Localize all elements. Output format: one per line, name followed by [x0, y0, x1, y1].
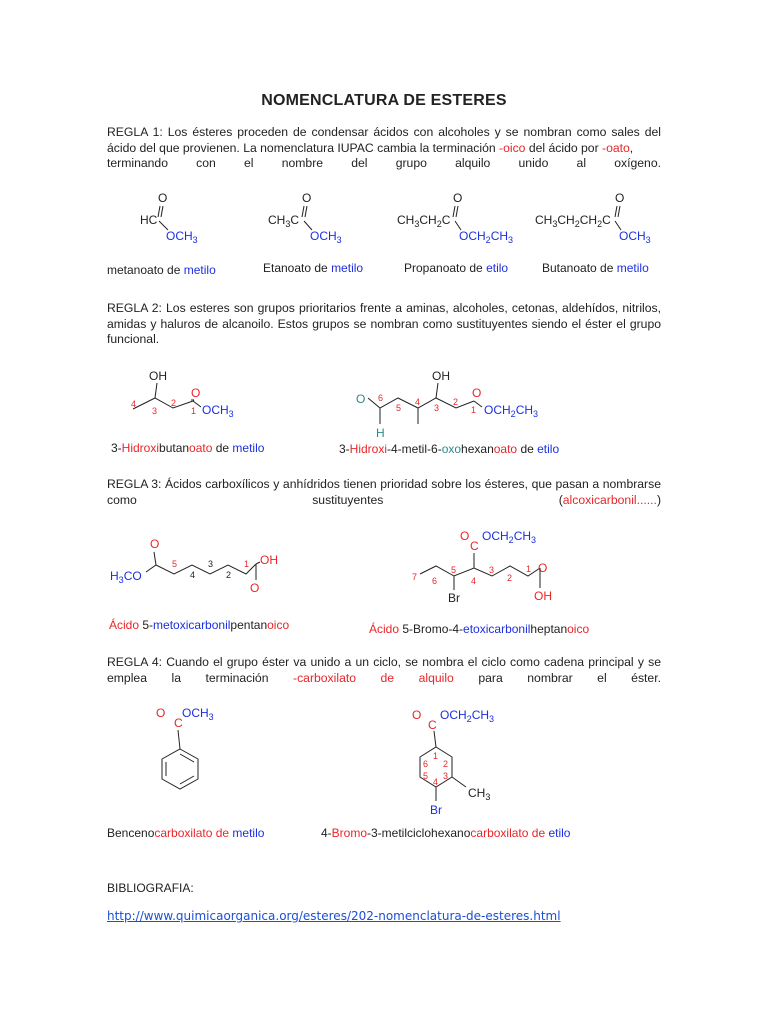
caption-5: 3-Hidroxibutanoato de metilo	[111, 441, 265, 455]
molecule-methyl-benzenecarboxylate	[150, 703, 260, 803]
atom-o: O	[453, 191, 463, 205]
rule-1-text-b: del ácido por	[525, 140, 603, 155]
atom-br: Br	[430, 803, 442, 817]
caption-1: metanoato de metilo	[107, 263, 216, 277]
carbon-number: 7	[412, 572, 418, 582]
carbon-number: 1	[471, 405, 477, 415]
carbon-number: 2	[443, 759, 449, 769]
rule-1-text-d: terminando con el nombre del grupo alquilo unido al oxígeno.	[107, 156, 661, 170]
group-och2ch3: $OCH_2CH_3$	[484, 403, 539, 419]
carbon-number: 3	[489, 565, 495, 575]
group-och3: $OCH_3$	[619, 229, 651, 245]
group-och2ch3: $OCH_2CH_3$	[459, 229, 514, 245]
carbon-number: 2	[226, 570, 232, 580]
atom-o: O	[615, 191, 625, 205]
group-chain: $CH_3CH_2C$	[397, 213, 451, 229]
caption-7: Ácido 5-metoxicarbonilpentanoico	[109, 618, 290, 632]
atom-o2: O	[538, 561, 548, 575]
carbon-number: 5	[396, 403, 402, 413]
molecule-methyl-methanoate	[138, 190, 228, 250]
atom-h: H	[376, 426, 385, 440]
rule-3-text: REGLA 3: Ácidos carboxílicos y anhídridos tienen prioridad sobre los ésteres, que pasan a nombrarse como sustituyentes (	[107, 477, 661, 507]
caption-10: 4-Bromo-3-metilciclohexanocarboxilato de etilo	[321, 826, 571, 840]
rule-3-alcoxicarbonil: alcoxicarbonil......	[562, 492, 657, 507]
carbon-number: 4	[131, 399, 137, 409]
molecule-5-methoxycarbonylpentanoic-acid	[110, 536, 290, 606]
carbon-number: 6	[423, 759, 429, 769]
bibliography-link[interactable]: http://www.quimicaorganica.org/esteres/202-nomenclatura-de-esteres.html	[107, 909, 561, 923]
atom-o2: O	[250, 581, 260, 595]
molecule-ethyl-3-hydroxy-4-methyl-6-oxohexanoate	[356, 366, 566, 441]
carbon-number: 2	[507, 573, 513, 583]
carbon-number: 4	[190, 570, 196, 580]
atom-c: C	[428, 718, 437, 732]
carbon-number: 1	[244, 559, 250, 569]
caption-6: 3-Hidroxi-4-metil-6-oxohexanoato de etilo	[339, 442, 560, 456]
rule-1-oato: -oato	[602, 140, 630, 155]
molecule-5-bromo-4-ethoxycarbonylheptanoic-acid	[410, 526, 590, 616]
rule-1	[107, 125, 661, 172]
atom-o: O	[472, 386, 482, 400]
caption-9: Bencenocarboxilato de metilo	[107, 826, 265, 840]
rule-4-text-b: para nombrar el éster.	[453, 670, 661, 685]
rule-3	[107, 477, 661, 508]
molecule-ethyl-4-bromo-3-methylcyclohexanecarboxylate	[412, 703, 532, 823]
page-title: NOMENCLATURA DE ESTERES	[261, 92, 507, 109]
carbon-number: 3	[443, 771, 449, 781]
carbon-number: 6	[432, 576, 438, 586]
atom-oh: OH	[149, 369, 167, 383]
atom-oh: OH	[260, 553, 278, 567]
group-och3: $OCH_3$	[310, 229, 342, 245]
group-och2ch3: $OCH_2CH_3$	[482, 529, 537, 545]
carbon-number: 2	[171, 398, 177, 408]
group-chain: $CH_3CH_2CH_2C$	[535, 213, 611, 229]
caption-2: Etanoato de metilo	[263, 261, 364, 275]
caption-4: Butanoato de metilo	[542, 261, 649, 275]
rule-4-carboxilato: -carboxilato de alquilo	[293, 670, 454, 685]
molecule-methyl-3-hydroxybutanoate	[125, 366, 265, 436]
group-och3: $OCH_3$	[182, 706, 214, 722]
carbon-number: 6	[378, 393, 384, 403]
carbon-number: 3	[152, 406, 158, 416]
atom-o: O	[460, 529, 470, 543]
atom-o: O	[412, 708, 422, 722]
group-och3: $OCH_3$	[166, 229, 198, 245]
atom-br: Br	[448, 591, 460, 605]
atom-o: O	[302, 191, 312, 205]
carbon-number: 3	[434, 403, 440, 413]
atom-oh: OH	[432, 369, 450, 383]
group-och3: $OCH_3$	[202, 403, 234, 419]
carbon-number: 1	[433, 751, 439, 761]
molecule-methyl-butanoate	[535, 190, 665, 250]
rule-4	[107, 655, 661, 686]
group-h3co: $H_3CO$	[110, 569, 142, 585]
carbon-number: 4	[415, 397, 421, 407]
rule-1-text: REGLA 1: Los ésteres proceden de condensar ácidos con alcoholes y se nombran como sales del ácido del que provienen. La nomenclatura IUPAC cambia la terminación	[107, 125, 661, 155]
bibliography-label: BIBLIOGRAFIA:	[107, 881, 194, 895]
molecule-methyl-ethanoate	[268, 190, 358, 250]
carbon-number: 5	[423, 771, 429, 781]
atom-o: O	[150, 537, 160, 551]
group-ch3c: $CH_3C$	[268, 213, 300, 229]
group-ch3: $CH_3$	[468, 786, 491, 802]
rule-3-text-b: )	[656, 492, 661, 507]
carbon-number: 4	[433, 777, 439, 787]
carbon-number: 4	[471, 576, 477, 586]
caption-8: Ácido 5-Bromo-4-etoxicarbonilheptanoico	[369, 622, 590, 636]
carbon-number: 1	[526, 564, 532, 574]
caption-3: Propanoato de etilo	[404, 261, 509, 275]
molecule-ethyl-propanoate	[397, 190, 527, 250]
rule-2-text: REGLA 2: Los esteres son grupos prioritarios frente a aminas, alcoholes, cetonas, aldehídos, nitrilos, amidas y haluros de alcanoilo. Estos grupos se nombran como sustituyentes siendo el éster el grupo funcional.	[107, 301, 661, 346]
rule-4-text: REGLA 4: Cuando el grupo éster va unido a un ciclo, se nombra el ciclo como cadena principal y se emplea la terminación	[107, 655, 661, 685]
rule-1-text-c: ,	[629, 140, 634, 155]
atom-ald-o: O	[356, 392, 366, 406]
rule-1-oico: -oico	[499, 140, 526, 155]
carbon-number: 3	[208, 559, 214, 569]
group-och2ch3: $OCH_2CH_3$	[440, 708, 495, 724]
atom-c: HC	[140, 213, 158, 227]
atom-o: O	[156, 706, 166, 720]
atom-o: O	[191, 386, 201, 400]
atom-oh: OH	[534, 589, 552, 603]
atom-o: O	[158, 191, 168, 205]
carbon-number: 5	[451, 565, 457, 575]
carbon-number: 2	[453, 397, 459, 407]
atom-c: C	[174, 716, 183, 730]
carbon-number: 5	[172, 559, 178, 569]
rule-2	[107, 301, 661, 348]
atom-c: C	[470, 539, 479, 553]
carbon-number: 1	[191, 406, 197, 416]
